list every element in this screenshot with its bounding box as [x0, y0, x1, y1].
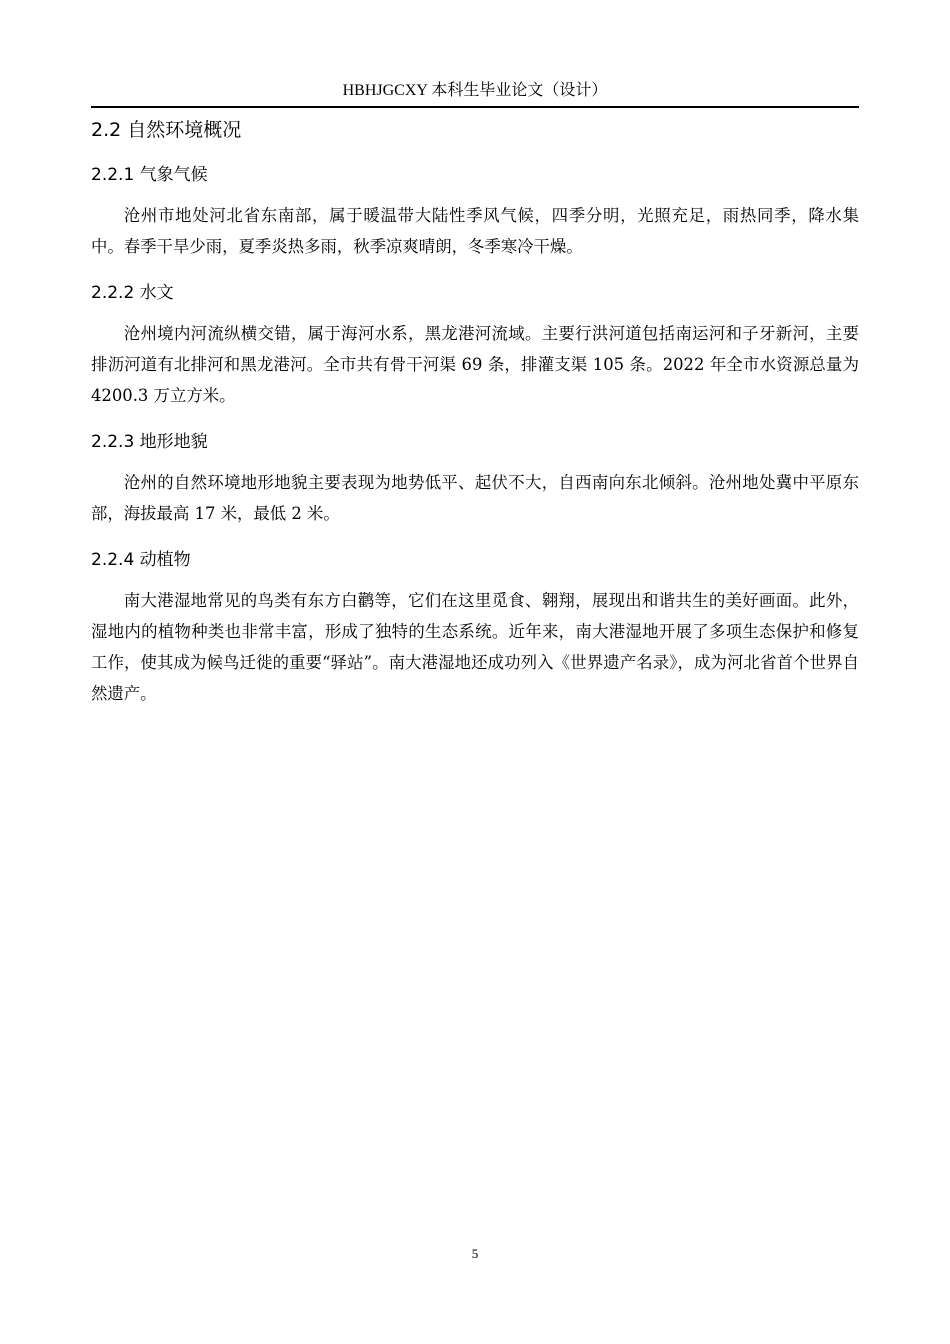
document-body: [91, 116, 859, 727]
subsection-title-topography: 2.2.3 地形地貌: [91, 432, 208, 452]
page-number: 5: [471, 1246, 479, 1261]
paragraph-hydrology: 沧州境内河流纵横交错，属于海河水系，黑龙港河流域。主要行洪河道包括南运河和子牙新河，主要排沥河道有北排河和黑龙港河。全市共有骨干河渠 69 条，排灌支渠 105 条。2022 年全市水资源总量为 4200.3 万立方米。: [91, 324, 859, 405]
header-title: HBHJGCXY 本科生毕业论文（设计）: [342, 82, 608, 99]
section-title: 2.2 自然环境概况: [91, 119, 242, 141]
subsection-title-flora-fauna: 2.2.4 动植物: [91, 550, 191, 570]
paragraph-climate: 沧州市地处河北省东南部，属于暖温带大陆性季风气候，四季分明，光照充足，雨热同季，降水集中。春季干旱少雨，夏季炎热多雨，秋季凉爽晴朗，冬季寒冷干燥。: [91, 206, 859, 256]
subsection-title-climate: 2.2.1 气象气候: [91, 165, 208, 185]
paragraph-flora-fauna: 南大港湿地常见的鸟类有东方白鹳等，它们在这里觅食、翱翔，展现出和谐共生的美好画面。此外，湿地内的植物种类也非常丰富，形成了独特的生态系统。近年来，南大港湿地开展了多项生态保护和修复工作，使其成为候鸟迁徙的重要“驿站”。南大港湿地还成功列入《世界遗产名录》，成为河北省首个世界自然遗产。: [91, 591, 859, 703]
page-header: [91, 80, 859, 108]
paragraph-topography: 沧州的自然环境地形地貌主要表现为地势低平、起伏不大，自西南向东北倾斜。沧州地处冀中平原东部，海拔最高 17 米，最低 2 米。: [91, 473, 859, 523]
subsection-title-hydrology: 2.2.2 水文: [91, 283, 174, 303]
